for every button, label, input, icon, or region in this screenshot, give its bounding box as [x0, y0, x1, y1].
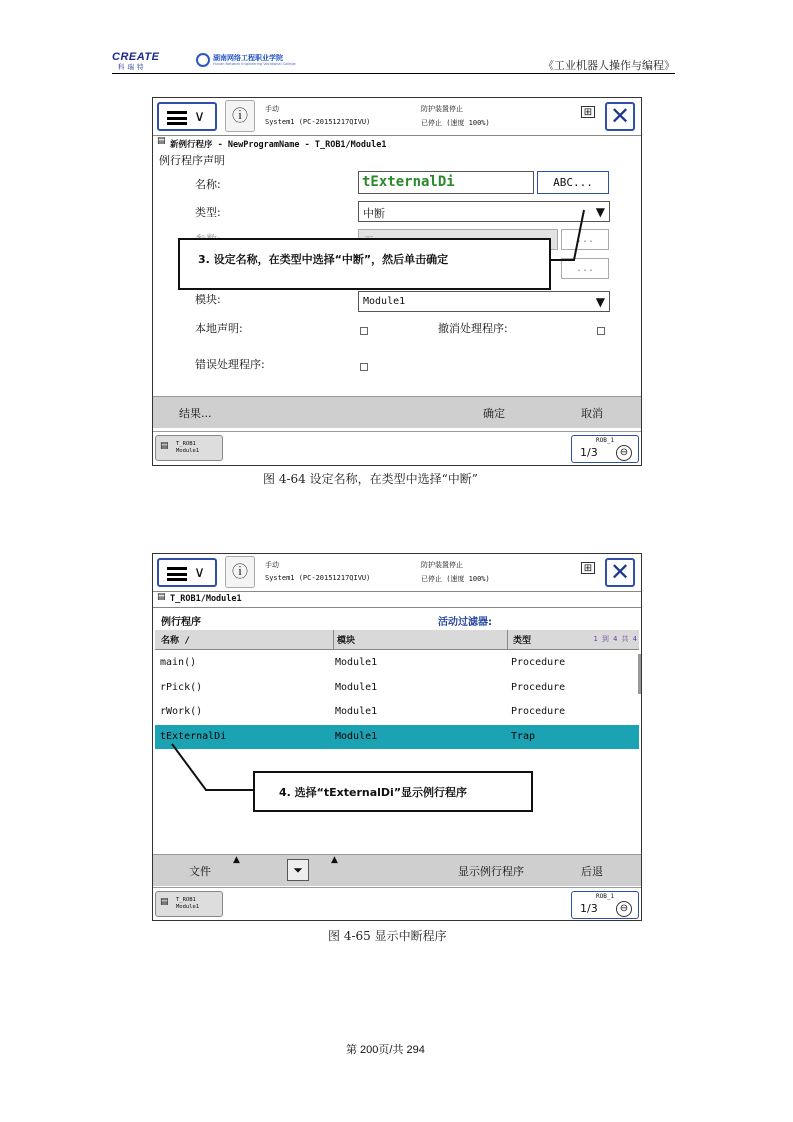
column-header-name[interactable]: 名称 / [161, 636, 190, 646]
program-icon: ▤ [160, 441, 169, 451]
status-mode: 手动 [265, 561, 279, 569]
menu-up-arrow-icon: ▲ [331, 855, 338, 865]
school-logo-icon [196, 53, 210, 67]
chevron-down-icon: ∨ [194, 563, 205, 581]
column-header-type[interactable]: 类型 [513, 636, 532, 646]
error-handler-label: 错误处理程序: [195, 358, 265, 371]
error-handler-checkbox[interactable] [360, 363, 368, 371]
status-speed: 已停止 (速度 100%) [421, 119, 490, 127]
column-divider [333, 630, 334, 650]
flexpendant-screen-routine-list [152, 553, 642, 921]
program-state-icon: ⊞ [581, 562, 595, 574]
module-dropdown-value: Module1 [363, 296, 406, 307]
datatype-ellipsis-button[interactable]: ... [561, 258, 609, 279]
status-mode: 手动 [265, 105, 279, 113]
back-button[interactable]: 后退 [581, 865, 603, 878]
book-title: 《工业机器人操作与编程》 [543, 59, 675, 72]
type-dropdown-value: 中断 [363, 207, 385, 220]
callout-step-4-text: 4. 选择“tExternalDi”显示例行程序 [279, 786, 468, 799]
local-declaration-label: 本地声明: [195, 322, 243, 335]
status-state: 防护装置停止 [421, 105, 463, 113]
dropdown-arrow-icon: ▼ [595, 205, 605, 219]
section-title: 例行程序 [161, 617, 201, 628]
cell-module: Module1 [335, 657, 378, 668]
hamburger-icon [167, 111, 187, 125]
figure-caption-4-64: 图 4-64 设定名称，在类型中选择“中断” [263, 472, 478, 486]
cell-name: main() [160, 657, 197, 668]
divider [153, 607, 641, 608]
undo-handler-label: 撤消处理程序: [438, 322, 508, 335]
file-menu-button[interactable]: 文件 [189, 865, 211, 878]
abc-keyboard-button[interactable]: ABC... [537, 171, 609, 194]
module-label: 模块: [195, 293, 221, 306]
speed-fraction: 1/3 [580, 902, 598, 915]
filter-icon[interactable]: ⏷ [287, 859, 309, 881]
robot-label: ROB_1 [596, 437, 615, 444]
main-menu-button[interactable] [157, 558, 217, 587]
program-icon: ▤ [160, 897, 169, 907]
task-tab-line2: Module1 [176, 448, 200, 454]
status-state: 防护装置停止 [421, 561, 463, 569]
table-header [155, 630, 639, 650]
page-number: 第 200页/共 294 [346, 1044, 425, 1056]
cell-type: Trap [511, 731, 536, 742]
main-menu-button[interactable] [157, 102, 217, 131]
callout-step-4 [253, 771, 533, 812]
scrollbar[interactable] [638, 654, 641, 694]
row-count: 1 到 4 共 4 [593, 635, 637, 643]
task-tab-line1: T_ROB1 [176, 897, 196, 903]
robot-run-icon: ⊖ [616, 901, 632, 917]
close-button[interactable]: ✕ [605, 558, 635, 587]
ok-button[interactable]: 确定 [483, 407, 505, 420]
hamburger-icon [167, 567, 187, 581]
robot-run-icon: ⊖ [616, 445, 632, 461]
table-row[interactable] [155, 676, 639, 700]
task-tab[interactable] [155, 435, 223, 461]
table-row[interactable] [155, 700, 639, 724]
callout-step-3 [178, 238, 551, 290]
operator-info-icon[interactable]: ⓘ [225, 100, 255, 132]
status-bar [153, 554, 641, 592]
name-input-value: tExternalDi [362, 174, 455, 190]
cell-name: rPick() [160, 682, 203, 693]
breadcrumb: 新例行程序 - NewProgramName - T_ROB1/Module1 [170, 140, 387, 150]
quickset-button[interactable] [571, 891, 639, 919]
status-system: System1 (PC-20151217QIVU) [265, 574, 371, 582]
task-tab-line1: T_ROB1 [176, 441, 196, 447]
cancel-button[interactable]: 取消 [581, 407, 603, 420]
task-tab[interactable] [155, 891, 223, 917]
quickset-button[interactable] [571, 435, 639, 463]
section-title: 例行程序声明 [159, 154, 225, 167]
program-icon: ▤ [157, 592, 166, 602]
undo-handler-checkbox[interactable] [597, 327, 605, 335]
breadcrumb: T_ROB1/Module1 [170, 594, 242, 604]
program-state-icon: ⊞ [581, 106, 595, 118]
chevron-down-icon: ∨ [194, 107, 205, 125]
callout-leader-line [168, 740, 258, 800]
column-divider [507, 630, 508, 650]
create-logo-cn: 科瑞特 [118, 63, 147, 71]
module-dropdown[interactable] [358, 291, 610, 312]
local-declaration-checkbox[interactable] [360, 327, 368, 335]
filter-label: 活动过滤器: [438, 617, 492, 628]
close-button[interactable]: ✕ [605, 102, 635, 131]
task-bar [153, 887, 641, 920]
status-bar [153, 98, 641, 136]
cell-type: Procedure [511, 706, 566, 717]
cell-module: Module1 [335, 706, 378, 717]
type-label: 类型: [195, 206, 221, 219]
status-system: System1 (PC-20151217QIVU) [265, 118, 371, 126]
header-rule [112, 73, 675, 74]
name-input[interactable] [358, 171, 534, 194]
cell-name: tExternalDi [160, 731, 227, 742]
cell-name: rWork() [160, 706, 203, 717]
result-button[interactable]: 结果... [179, 407, 212, 420]
task-tab-line2: Module1 [176, 904, 200, 910]
speed-fraction: 1/3 [580, 446, 598, 459]
task-bar [153, 431, 641, 464]
command-bar [153, 854, 641, 886]
figure-caption-4-65: 图 4-65 显示中断程序 [328, 929, 447, 943]
table-row[interactable] [155, 651, 639, 675]
operator-info-icon[interactable]: ⓘ [225, 556, 255, 588]
create-logo: CREATE [112, 51, 160, 63]
cell-type: Procedure [511, 657, 566, 668]
params-ellipsis-button[interactable]: ... [561, 229, 609, 250]
robot-label: ROB_1 [596, 893, 615, 900]
command-bar [153, 396, 641, 428]
show-routine-button[interactable]: 显示例行程序 [458, 865, 524, 878]
column-header-module[interactable]: 模块 [337, 636, 356, 646]
menu-up-arrow-icon: ▲ [233, 855, 240, 865]
cell-module: Module1 [335, 731, 378, 742]
program-icon: ▤ [157, 136, 166, 146]
status-speed: 已停止 (速度 100%) [421, 575, 490, 583]
callout-step-3-text: 3. 设定名称，在类型中选择“中断”，然后单击确定 [198, 253, 449, 266]
school-name-en: Hunan Network Engineering Vocational College [213, 62, 296, 66]
name-label: 名称: [195, 178, 221, 191]
cell-type: Procedure [511, 682, 566, 693]
dropdown-arrow-icon: ▼ [595, 295, 605, 309]
cell-module: Module1 [335, 682, 378, 693]
school-name: 湖南网络工程职业学院 [213, 54, 283, 62]
